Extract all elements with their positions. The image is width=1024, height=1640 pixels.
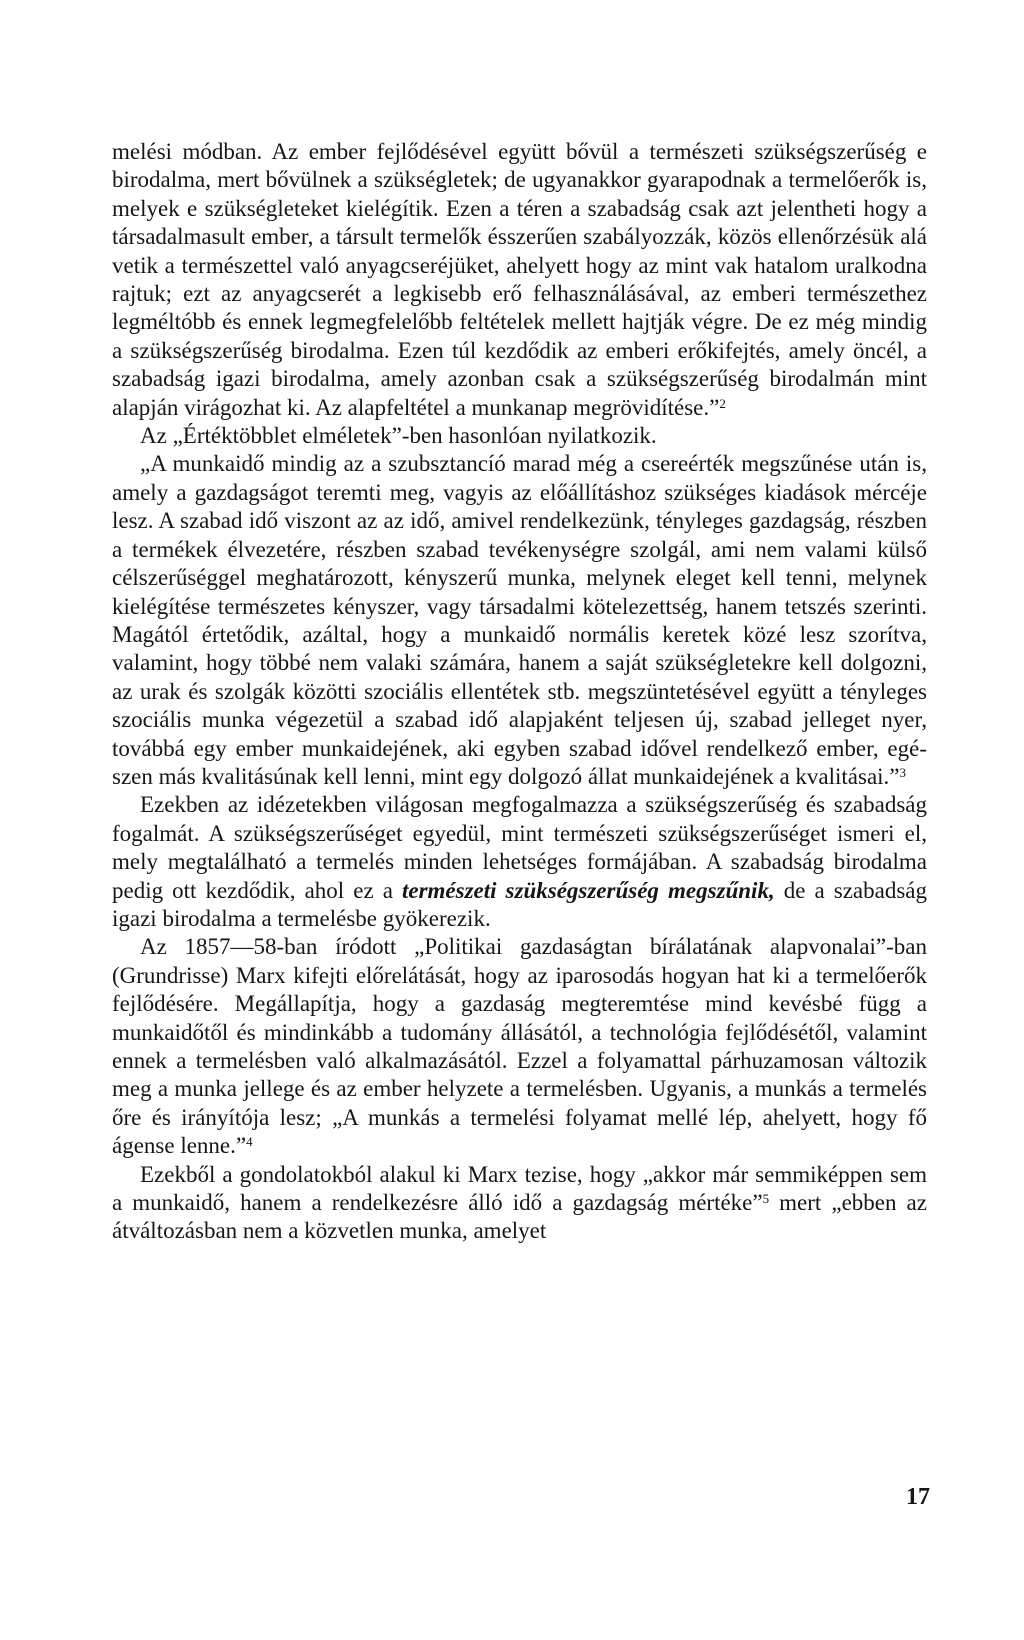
paragraph — [112, 138, 927, 422]
paragraph-text: melési módban. Az ember fejlődésével együtt bővül a természeti szükségszerűség e birodalma, mert bővülnek a szükségletek; de ugyanakkor gyarapodnak a termelőerők is, melyek e szükségleteket kielégítik. Ezen a téren a szabadság csak azt jelentheti hogy a társadalmasult ember, a társult termelők ésszerűen szabályozzák, közös ellenőrzésük alá vetik a természettel való anyagcseréjüket, ahelyett hogy az mint vak hatalom uralkodna rajtuk; ezt az anyagcserét a legkisebb erő felhasználásával, az emberi természethez legméltóbb és ennek legmegfelelőbb feltételek mellett hajtják végre. De ez még mindig a szükségszerűség birodalma. Ezen túl kezdődik az emberi erőkifejtés, amely öncél, a szabadság igazi birodalma, amely azonban csak a szükségszerűség birodalmán mint alapján virágozhat ki. Az alapfeltétel a munkanap megrövidítése.” — [112, 139, 927, 420]
paragraph-text: „A munkaidő mindig az a szubsztancíó marad még a csereérték megszűnése után is, amely a gazdagságot teremti meg, vagyis az előállításhoz szükséges kiadások mércéje lesz. A szabad idő viszont az az idő, amivel rendelkezünk, tényleges gazdagság, részben a termékek élvezetére, részben szabad tevékenységre szolgál, ami nem valami külső célszerűséggel meghatározott, kényszerű munka, melynek eleget kell tenni, melynek kielégítése természetes kényszer, vagy társadalmi kötelezettség, hanem tetszés szerinti. Magától értetődik, azáltal, hogy a munkaidő normális keretek közé lesz szorítva, valamint, hogy többé nem valaki számára, hanem a saját szükségletekre kell dolgozni, az urak és szolgák közötti szociális ellentétek stb. megszüntetésével együtt a tényleges szociális munka végezetül a szabad idő alapjaként teljesen új, szabad jelleget nyer, továbbá egy ember munkaidejének, aki egyben szabad idővel rendelkező ember, egészen más kvalitásúnak kell lenni, mint egy dolgozó állat munkaidejének a kvalitásai.” — [112, 451, 927, 789]
paragraph-text: Ezekben az idézetekben világosan megfogalmazza a szükségszerűség és szabadság fogalmát. A szükségszerűséget egyedül, mint természeti szükségszerűséget ismeri el, mely megtalálható a termelés minden lehetséges formájában. A szabadság birodalma pedig ott kezdődik, ahol ez a — [112, 792, 927, 903]
page-body — [112, 138, 927, 1246]
paragraph — [112, 1161, 927, 1246]
paragraph-text: mert „ebben az átváltozásban nem a közvetlen munka, amelyet — [112, 1190, 927, 1244]
footnote-ref: 2 — [719, 395, 726, 411]
footnote-ref: 5 — [762, 1191, 770, 1207]
paragraph-text: de a szabadság igazi birodalma a termelésbe gyökerezik. — [112, 877, 928, 931]
paragraph-text: Az 1857—58-ban íródott „Politikai gazdaságtan bírálatának alapvonalai”-ban (Grundrisse) Marx kifejti előrelátását, hogy az iparosodás hogyan hat ki a termelőerők fejlődésére. Megállapítja, hogy a gazdaság megteremtése mind kevésbé függ a munkaidőtől és mindinkább a tudomány állásától, a technológia fejlődésétől, valamint ennek a termelésben való alkalmazásától. Ezzel a folyamattal párhuzamosan változik meg a munka jellege és az ember helyzete a termelésben. Ugyanis, a munkás a termelés őre és irányítója lesz; „A munkás a termelési folyamat mellé lép, ahelyett, hogy fő ágense lenne.” — [112, 934, 927, 1159]
footnote-ref: 4 — [246, 1134, 253, 1150]
footnote-ref: 3 — [899, 764, 907, 780]
paragraph — [112, 791, 927, 933]
paragraph — [112, 933, 927, 1160]
emphasized-text: természeti szükségszerűség megszűnik, — [401, 877, 775, 903]
paragraph — [112, 422, 927, 450]
paragraph-text: Az „Értéktöbblet elméletek”-ben hasonlóan nyilatkozik. — [140, 423, 657, 449]
quote-paragraph — [112, 450, 927, 791]
paragraph-text: Ezekből a gondolatokból alakul ki Marx tezise, hogy „akkor már semmiképpen sem a munkaidő, hanem a rendelkezésre álló idő a gazdagság mértéke” — [112, 1161, 927, 1216]
page-number: 17 — [906, 1484, 930, 1510]
